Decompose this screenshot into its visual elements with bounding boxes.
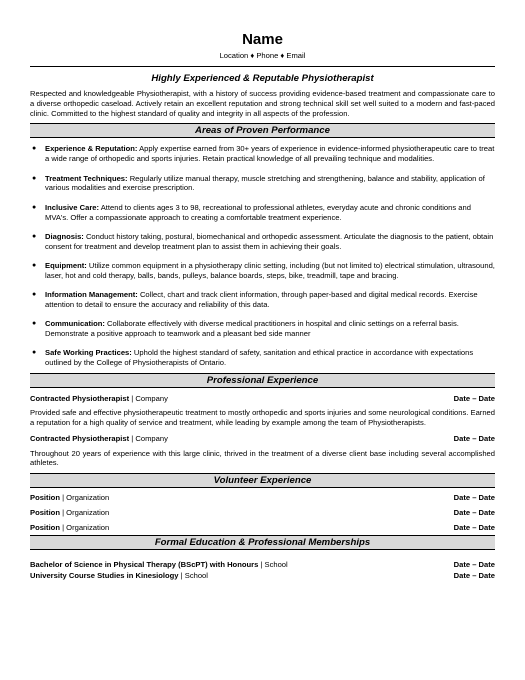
company-name: Company: [135, 393, 168, 403]
job-title: Contracted Physiotherapist: [30, 433, 130, 443]
bullet-icon: ●: [32, 261, 37, 269]
education-dates: Date – Date: [453, 571, 495, 581]
position-title: Position: [30, 508, 60, 518]
job-dates: Date – Date: [453, 393, 495, 403]
job-row: [30, 434, 495, 444]
separator: |: [59, 493, 67, 503]
skill-text: Collect, chart and track client information, through paper-based and digital medical records. Exercise attention to detail to ensure the accuracy and reliability of this data.: [45, 289, 478, 309]
section-education-header: Formal Education & Professional Memberships: [30, 535, 495, 550]
skill-text: Collaborate effectively with diverse medical practitioners in hospital and clinic settings on a referral basis. Demonstrate a positive approach to teamwork and a pleasant bed side manner: [45, 319, 459, 338]
list-item: [30, 174, 495, 194]
headline: Highly Experienced & Reputable Physiotherapist: [151, 73, 374, 84]
header-divider: [30, 66, 495, 67]
list-item: [30, 203, 495, 223]
list-item: [30, 144, 495, 164]
bullet-icon: ●: [32, 349, 37, 357]
volunteer-dates: Date – Date: [453, 493, 495, 503]
job-dates: Date – Date: [453, 433, 495, 443]
skill-title: Equipment:: [45, 260, 87, 270]
section-performance-header: Areas of Proven Performance: [30, 123, 495, 138]
separator: |: [129, 393, 136, 403]
degree-title: University Course Studies in Kinesiology: [30, 571, 179, 581]
position-title: Position: [30, 523, 60, 533]
organization-name: Organization: [66, 493, 110, 503]
list-item: [30, 348, 495, 368]
bullet-icon: ●: [32, 145, 37, 153]
list-item: [30, 290, 495, 310]
bullet-icon: ●: [32, 232, 37, 240]
volunteer-row: [30, 508, 495, 518]
job-row: [30, 394, 495, 404]
education-row: [30, 560, 495, 570]
separator: |: [258, 560, 265, 570]
list-item: [30, 319, 495, 339]
separator: |: [178, 571, 185, 581]
skill-text: Apply expertise earned from 30+ years of experience in evidence-informed physiotherapeutic care to treat a wide range of orthopedic and sports injuries. Retain practical knowledge of all prevailing technique and modalities.: [45, 144, 495, 164]
skill-text: Regularly utilize manual therapy, muscle stretching and strengthening, balance and stability, application of various modalities and exercise prescription.: [45, 173, 485, 193]
skill-title: Treatment Techniques:: [45, 173, 128, 183]
separator: |: [59, 508, 67, 518]
skill-text: Conduct history taking, postural, biomechanical and orthopedic assessment. Articulate the diagnosis to the patient, obtain consent for treatment and develop treatment plan to assist them in achieving their goals.: [45, 231, 494, 251]
list-item: [30, 261, 495, 281]
organization-name: Organization: [66, 508, 110, 518]
education-row: [30, 571, 495, 581]
candidate-name: Name: [242, 31, 283, 48]
company-name: Company: [135, 433, 168, 443]
job-description: Throughout 20 years of experience with this large clinic, thrived in the treatment of a diverse client base including several accomplished athletes.: [30, 448, 495, 468]
job-description: Provided safe and effective physiotherapeutic treatment to mostly orthopedic and sports injuries and some neurological conditions. Earned a reputation for a high quality of service and treatment, while leading by example among the team of Physiotherapists.: [30, 407, 495, 427]
volunteer-dates: Date – Date: [453, 508, 495, 518]
education-dates: Date – Date: [453, 560, 495, 570]
school-name: School: [184, 571, 208, 581]
bullet-icon: ●: [32, 320, 37, 328]
contact-line: Location ♦ Phone ♦ Email: [219, 51, 306, 60]
section-volunteer-header: Volunteer Experience: [30, 473, 495, 488]
separator: |: [129, 433, 136, 443]
job-title: Contracted Physiotherapist: [30, 393, 130, 403]
position-title: Position: [30, 493, 60, 503]
skill-title: Diagnosis:: [45, 231, 84, 241]
organization-name: Organization: [66, 523, 110, 533]
summary-paragraph: Respected and knowledgeable Physiotherapist, with a history of success providing evidence-based treatment and compassionate care to a diverse orthopedic caseload. Actively retain an excellent reputation and strong technical skill set well suited to a modern and fast-paced clinic. Committed to the highest standard of quality and integrity in all aspects of the profession.: [30, 89, 495, 118]
skill-title: Safe Working Practices:: [45, 348, 132, 358]
skill-title: Inclusive Care:: [45, 202, 100, 212]
skill-title: Experience & Reputation:: [45, 144, 138, 154]
skill-text: Utilize common equipment in a physiotherapy clinic setting, including (but not limited to) electrical stimulation, ultrasound, laser, hot and cold therapy, balls, bands, pulleys, balance boards, steps, bike, treadmill, tape and bracing.: [45, 260, 495, 280]
skill-text: Attend to clients ages 3 to 98, recreational to professional athletes, everyday acute and chronic conditions and MVA's. Offer a compassionate approach to creating a comfortable treatment experience.: [45, 202, 471, 222]
degree-title: Bachelor of Science in Physical Therapy (BScPT) with Honours: [30, 560, 259, 570]
school-name: School: [264, 560, 288, 570]
bullet-icon: ●: [32, 290, 37, 298]
bullet-icon: ●: [32, 203, 37, 211]
skill-text: Uphold the highest standard of safety, sanitation and ethical practice in accordance with expectations outlined by the College of Physiotherapists of Ontario.: [45, 348, 474, 368]
skills-list: [30, 144, 495, 368]
volunteer-dates: Date – Date: [453, 523, 495, 533]
skill-title: Information Management:: [45, 289, 138, 299]
volunteer-row: [30, 493, 495, 503]
skill-title: Communication:: [45, 319, 105, 329]
volunteer-row: [30, 523, 495, 533]
list-item: [30, 232, 495, 252]
bullet-icon: ●: [32, 174, 37, 182]
separator: |: [59, 523, 67, 533]
section-experience-header: Professional Experience: [30, 373, 495, 388]
